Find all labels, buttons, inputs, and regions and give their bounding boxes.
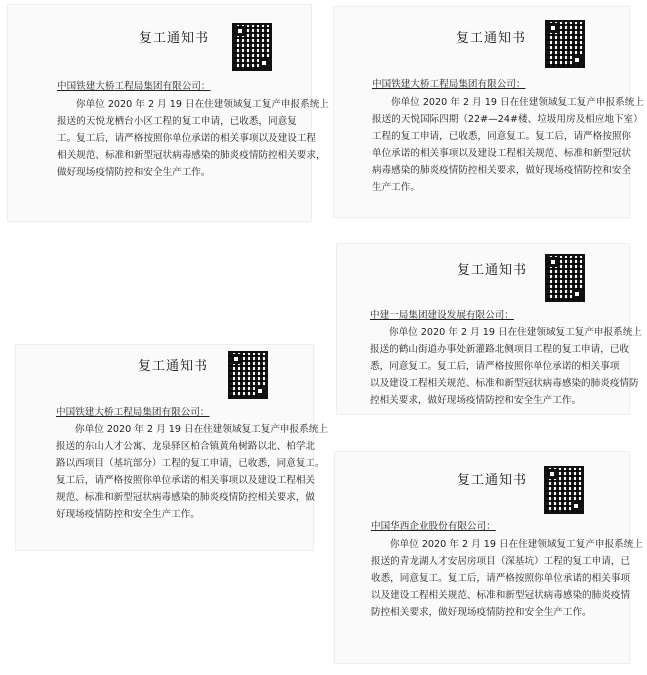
- notice-line: 报送的天悦龙栖台小区工程的复工申请，已收悉，同意复: [57, 116, 297, 127]
- notice-line: 你单位 2020 年 2 月 19 日在住建领域复工复产申报系统上: [390, 539, 643, 550]
- notice-line: 工。复工后，请严格按照你单位承诺的相关事项以及建设工程: [57, 133, 317, 144]
- notice-line: 以及建设工程相关规范、标准和新型冠状病毒感染的肺炎疫情防: [370, 378, 639, 389]
- notice-body: [57, 96, 329, 181]
- notice-body: [372, 94, 644, 196]
- notice-addressee: 中国铁建大桥工程局集团有限公司：: [372, 79, 526, 90]
- notice-line: 好现场疫情防控和安全生产工作。: [56, 509, 200, 520]
- notice-line: 你单位 2020 年 2 月 19 日在住建领域复工复产申报系统上: [389, 327, 642, 338]
- notice-line: 你单位 2020 年 2 月 19 日在住建领域复工复产申报系统上: [75, 424, 328, 435]
- notice-line: 单位承诺的相关事项以及建设工程相关规范、标准和新型冠状: [372, 148, 632, 159]
- notice-card-3: [336, 243, 642, 415]
- notice-line: 相关规范、标准和新型冠状病毒感染的肺炎疫情防控相关要求，: [57, 150, 326, 161]
- notice-line: 做好现场疫情防控和安全生产工作。: [57, 167, 211, 178]
- notice-line: 以及建设工程相关规范、标准和新型冠状病毒感染的肺炎疫情: [371, 590, 631, 601]
- notice-body: [371, 536, 643, 621]
- qr-code-icon: [232, 23, 272, 71]
- notice-line: 生产工作。: [372, 182, 420, 193]
- notice-addressee: 中国华西企业股份有限公司：: [371, 521, 496, 532]
- notice-line: 报送的天悦国际四期（22#—24#楼、垃圾用房及相应地下室）: [372, 114, 643, 125]
- qr-code-icon: [545, 20, 585, 68]
- notice-line: 病毒感染的肺炎疫情防控相关要求，做好现场疫情防控和安全: [372, 165, 632, 176]
- notice-line: 你单位 2020 年 2 月 19 日在住建领域复工复产申报系统上: [391, 97, 644, 108]
- notice-line: 报送的鹤山街道办事处新灌路北侧项目工程的复工申请，已收: [370, 344, 630, 355]
- notice-line: 规范、标准和新型冠状病毒感染的肺炎疫情防控相关要求，做: [56, 492, 316, 503]
- notice-card-4: [15, 344, 328, 551]
- notice-addressee: 中建一局集团建设发展有限公司：: [370, 310, 514, 321]
- qr-code-icon: [545, 254, 585, 302]
- notice-body: [370, 324, 642, 409]
- notice-addressee: 中国铁建大桥工程局集团有限公司：: [56, 407, 210, 418]
- notice-line: 你单位 2020 年 2 月 19 日在住建领域复工复产申报系统上: [76, 99, 329, 110]
- notice-body: [56, 421, 328, 523]
- notice-line: 报送的青龙湖人才安居房项目（深基坑）工程的复工申请，已: [371, 556, 631, 567]
- qr-code-icon: [544, 466, 584, 514]
- notice-title: 复工通知书: [138, 359, 209, 374]
- notice-line: 报送的东山人才公寓、龙泉驿区柏合镇黄角树路以北、柏学北: [56, 441, 316, 452]
- notice-line: 悉，同意复工。复工后，请严格按照你单位承诺的相关事项: [370, 361, 620, 372]
- qr-code-icon: [228, 351, 268, 399]
- notice-addressee: 中国铁建大桥工程局集团有限公司：: [57, 81, 211, 92]
- notice-card-2: [333, 6, 644, 218]
- notice-title: 复工通知书: [139, 31, 210, 46]
- notice-title: 复工通知书: [457, 263, 528, 278]
- notice-card-1: [7, 4, 329, 222]
- notice-line: 复工后，请严格按照你单位承诺的相关事项以及建设工程相关: [56, 475, 316, 486]
- notice-title: 复工通知书: [457, 473, 528, 488]
- notice-title: 复工通知书: [456, 31, 527, 46]
- notice-line: 控相关要求，做好现场疫情防控和安全生产工作。: [370, 395, 582, 406]
- notice-line: 防控相关要求，做好现场疫情防控和安全生产工作。: [371, 607, 592, 618]
- notice-line: 工程的复工申请，已收悉，同意复工。复工后，请严格按照你: [372, 131, 632, 142]
- notice-line: 路以西项目（基坑部分）工程的复工申请，已收悉，同意复工。: [56, 458, 325, 469]
- notice-line: 收悉，同意复工。复工后，请严格按照你单位承诺的相关事项: [371, 573, 631, 584]
- notice-card-5: [334, 451, 643, 664]
